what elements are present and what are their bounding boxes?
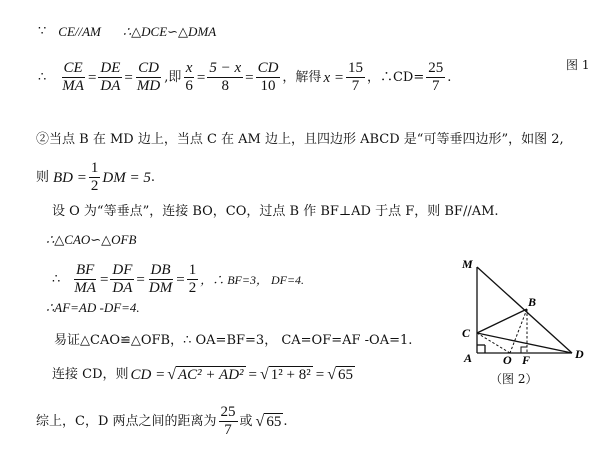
x-equals: x = bbox=[323, 69, 344, 86]
solve-text: ，解得 bbox=[282, 69, 322, 85]
line-5: 设 O 为“等垂点”，连接 BO，CO，过点 B 作 BF⊥AD 于点 F，则 BF//AM. bbox=[52, 204, 499, 219]
fraction-25-7-b: $\frac{25}{7}$ bbox=[220, 404, 236, 438]
fraction-1-2-b: $\frac{1}{2}$ bbox=[188, 262, 197, 296]
label-d: D bbox=[575, 347, 584, 361]
segment-md bbox=[477, 267, 572, 353]
sqrt-1-64: √ 1² + 8² bbox=[260, 366, 311, 383]
fraction-x-6: $\frac{x}{6}$ bbox=[185, 60, 193, 94]
fraction-cd-md: $\frac{CD}{MD}$ bbox=[136, 60, 161, 94]
fraction-de-da: $\frac{DE}{DA}$ bbox=[100, 60, 121, 94]
label-a: A bbox=[464, 351, 473, 365]
line-2: ∴ $\frac{CE}{MA}$ = $\frac{DE}{DA}$ = $\frac{CD}{MD}$ ,即 $\frac{x}{6}$ = $\frac{5 - x}{8}$ = $\frac{CD}{10}$ ，解得 x = $\frac{15}{7}$ ，∴CD= $\frac{25}{7}$ . bbox=[38, 60, 452, 94]
because-symbol: ∵ bbox=[38, 24, 47, 39]
line-11: 综上，C，D 两点之间的距离为 $\frac{25}{7}$ 或 √ 65 . bbox=[36, 404, 288, 438]
fraction-25-7: $\frac{25}{7}$ bbox=[428, 60, 444, 94]
ji-text: ,即 bbox=[164, 69, 182, 85]
line-3: ②当点 B 在 MD 边上，当点 C 在 AM 边上，且四边形 ABCD 是“可等垂四边形”，如图 2, bbox=[36, 132, 564, 147]
segment-bo bbox=[510, 309, 527, 353]
line-7: ∴ $\frac{BF}{MA}$ = $\frac{DF}{DA}$ = $\frac{DB}{DM}$ = $\frac{1}{2}$ ，∴ BF=3， DF=4. bbox=[52, 262, 305, 296]
fraction-1-2: $\frac{1}{2}$ bbox=[90, 160, 99, 194]
segment-cb bbox=[477, 309, 527, 333]
label-o: O bbox=[503, 353, 512, 367]
figure-1-label: 图 1 bbox=[566, 58, 590, 72]
line-8: ∴AF=AD -DF=4. bbox=[46, 300, 140, 315]
line-10: 连接 CD，则 CD = √ AC² + AD² = √ 1² + 8² = √ 65 bbox=[52, 366, 353, 383]
right-angle-f bbox=[521, 347, 527, 353]
line-4: 则 BD = $\frac{1}{2}$ DM = 5 . bbox=[36, 160, 155, 194]
label-f: F bbox=[522, 353, 531, 367]
fraction-df-da: $\frac{DF}{DA}$ bbox=[112, 262, 133, 296]
fraction-5mx-8: $\frac{5 - x}{8}$ bbox=[209, 60, 242, 94]
label-b: B bbox=[528, 295, 537, 309]
fraction-db-dm: $\frac{DB}{DM}$ bbox=[148, 262, 173, 296]
figure-2-caption: （图 2） bbox=[490, 372, 538, 386]
label-c: C bbox=[462, 326, 471, 340]
fraction-15-7: $\frac{15}{7}$ bbox=[347, 60, 363, 94]
sqrt-65: √ 65 bbox=[327, 366, 353, 383]
therefore-symbol: ∴ bbox=[38, 69, 47, 85]
sqrt-ac2-ad2: √ AC² + AD² bbox=[167, 366, 244, 383]
fraction-ce-ma: $\frac{CE}{MA}$ bbox=[62, 60, 84, 94]
therefore-cd-text: ，∴CD= bbox=[366, 69, 425, 85]
line-1 bbox=[38, 24, 216, 40]
segment-co bbox=[477, 333, 510, 353]
line-6: ∴△CAO∽△OFB bbox=[46, 232, 137, 247]
sqrt-65-b: √ 65 bbox=[255, 413, 282, 430]
parallel-statement: CE//AM bbox=[58, 24, 101, 39]
segment-cd bbox=[477, 333, 572, 353]
fraction-bf-ma: $\frac{BF}{MA}$ bbox=[74, 262, 96, 296]
fraction-cd-10: $\frac{CD}{10}$ bbox=[257, 60, 279, 94]
similar-statement: ∴△DCE∽△DMA bbox=[122, 24, 217, 39]
line-9: 易证△CAO≌△OFB，∴ OA=BF=3， CA=OF=AF -OA=1. bbox=[54, 333, 413, 348]
label-m: M bbox=[462, 257, 473, 271]
